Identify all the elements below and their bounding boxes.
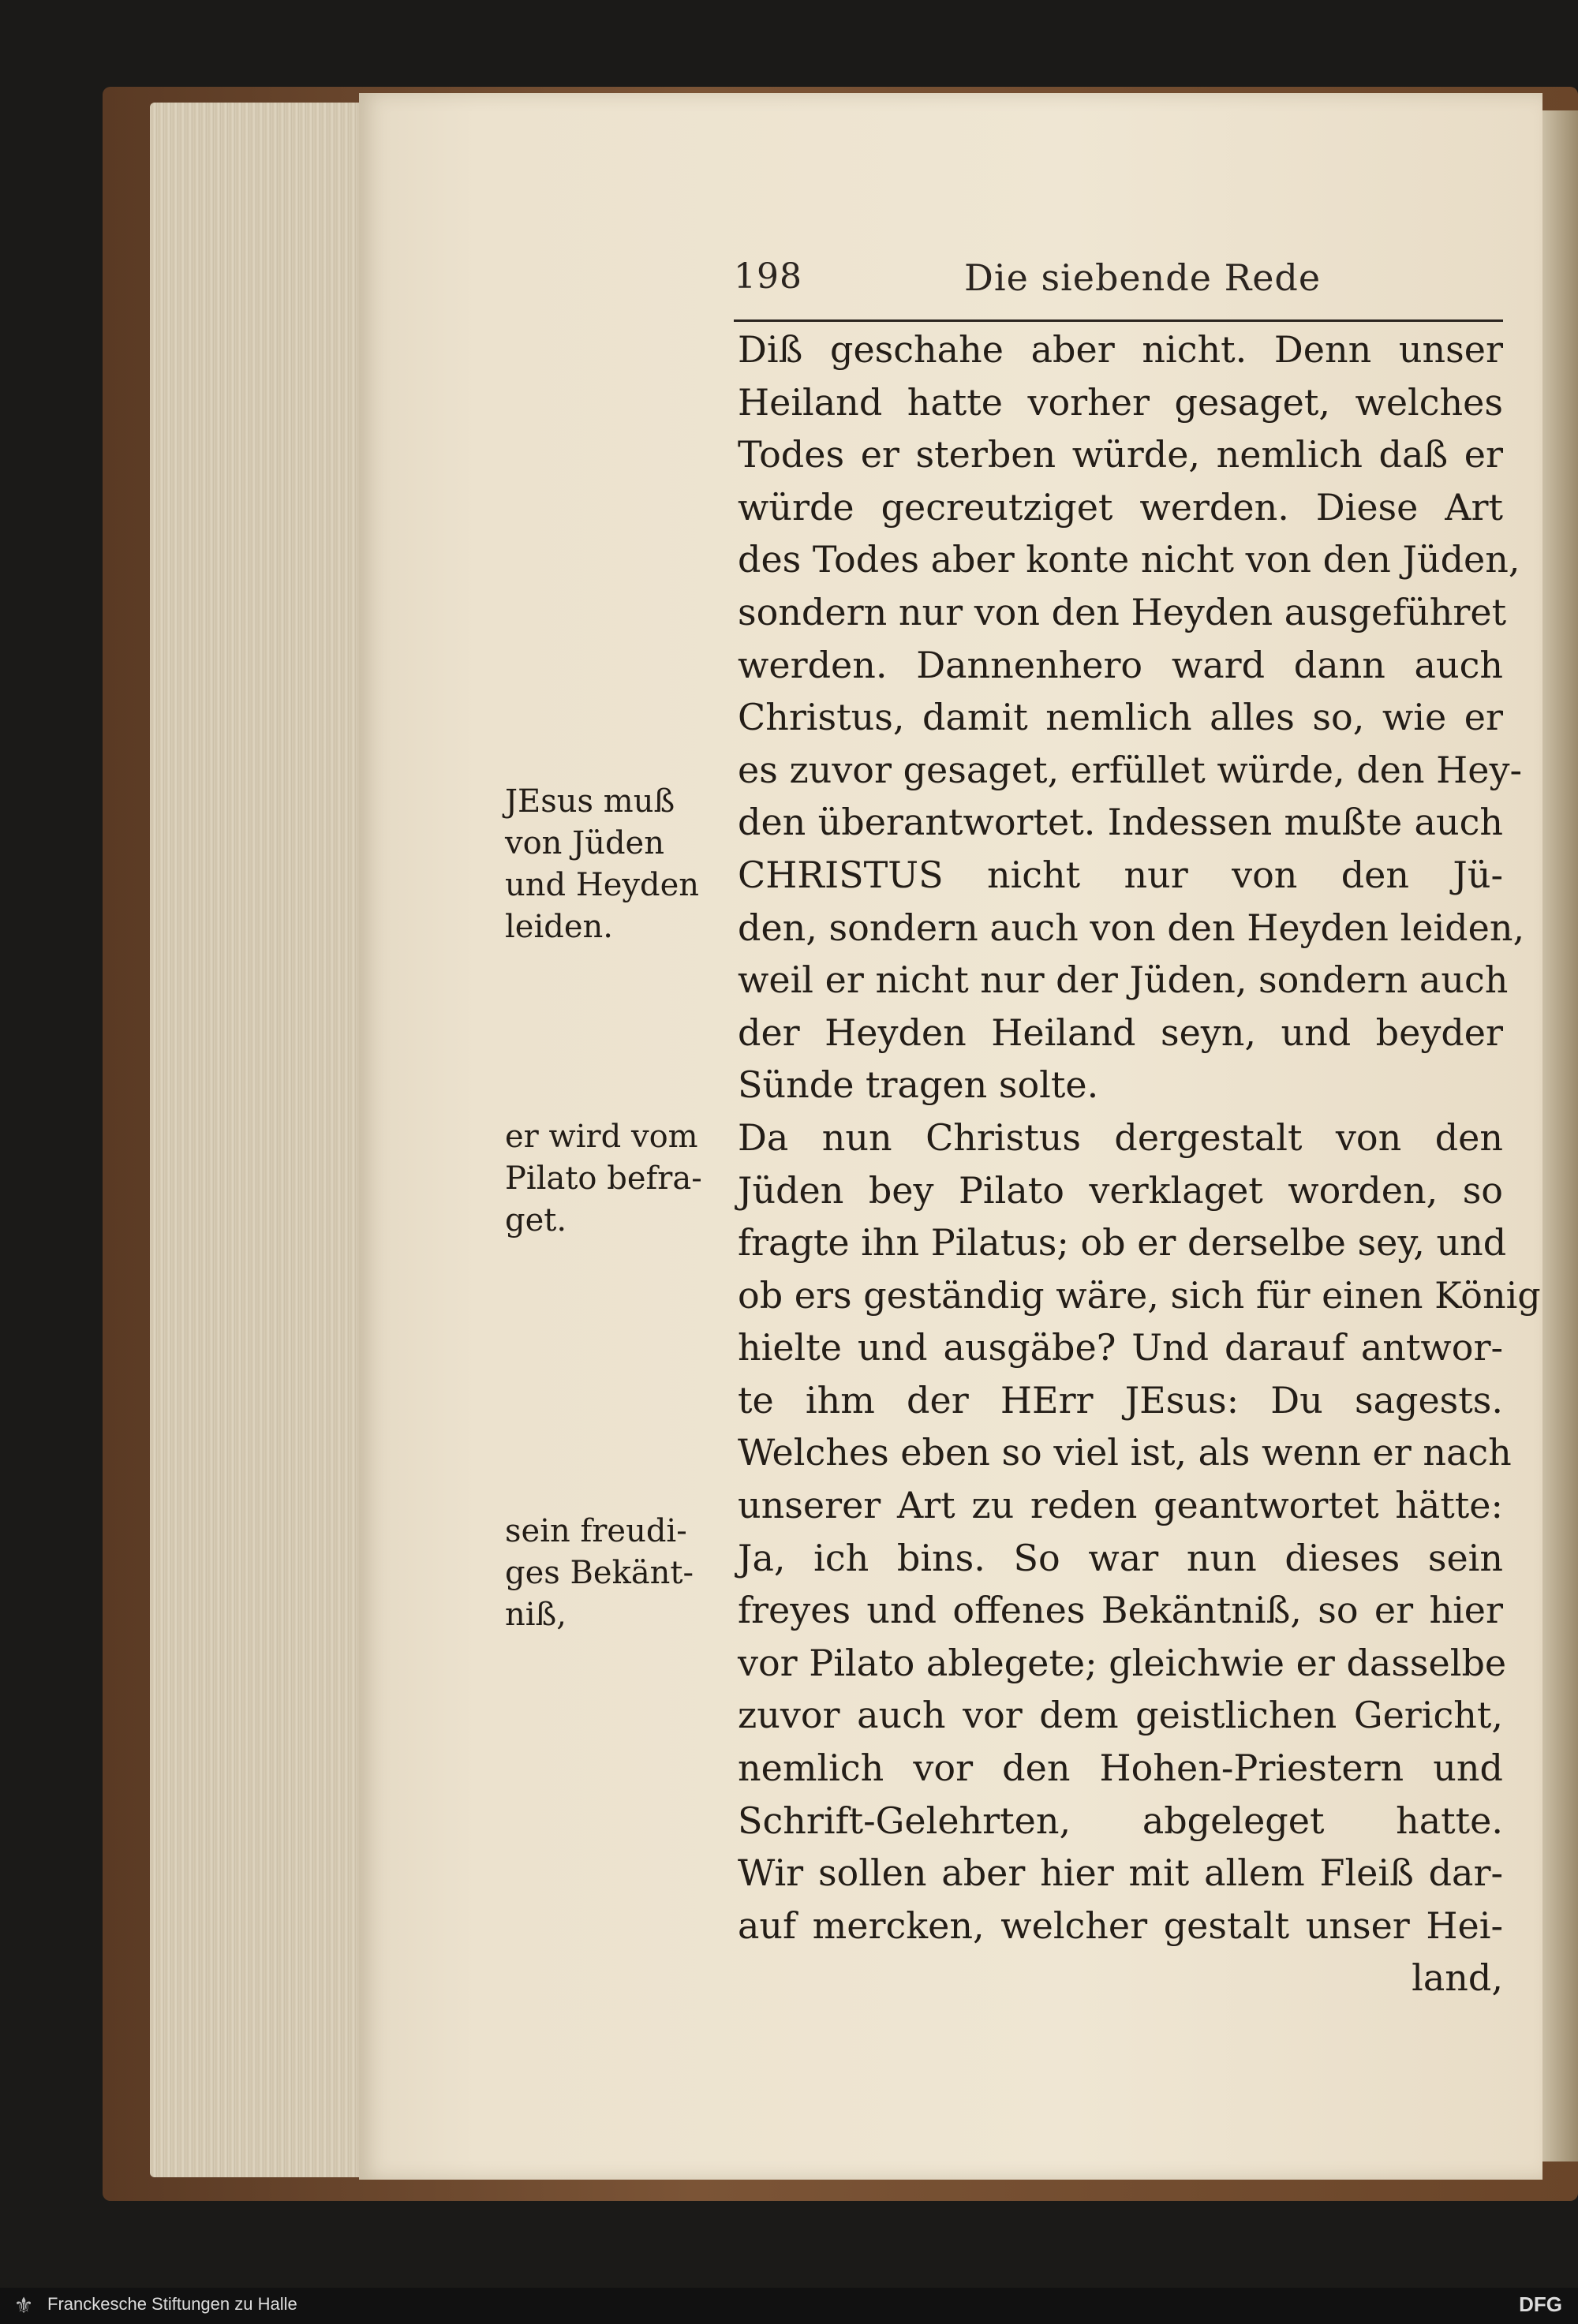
marginal-note [505, 1116, 726, 1242]
marginal-line: und Heyden [505, 867, 700, 903]
text-line: Schrift-Gelehrten, abgeleget hatte. [738, 1799, 1503, 1842]
page-number: 198 [734, 256, 802, 297]
text-line: zuvor auch vor dem geistlichen Gericht, [738, 1694, 1503, 1737]
marginal-line: von Jüden [505, 825, 664, 861]
text-line: würde gecreutziget werden. Diese Art [738, 485, 1503, 529]
marginal-line: leiden. [505, 909, 614, 945]
page-header [734, 256, 1503, 322]
text-line: der Heyden Heiland seyn, und beyder [738, 1011, 1503, 1054]
text-line: unserer Art zu reden geantwortet hätte: [738, 1484, 1503, 1527]
text-line: vor Pilato ablegete; gleichwie er dasselbe [738, 1641, 1507, 1684]
text-line: sondern nur von den Heyden ausgeführet [738, 590, 1507, 633]
text-line: freyes und offenes Bekäntniß, so er hier [738, 1589, 1503, 1632]
text-line: auf mercken, welcher gestalt unser Hei- [738, 1904, 1503, 1947]
dfg-mark: DFG [1519, 2292, 1562, 2316]
marginal-line: niß, [505, 1597, 567, 1633]
marginal-line: Pilato befra- [505, 1160, 702, 1197]
text-line: nemlich vor den Hohen-Priestern und [738, 1747, 1503, 1790]
text-line: Jüden bey Pilato verklaget worden, so [738, 1168, 1503, 1212]
text-line: Christus, damit nemlich alles so, wie er [738, 696, 1503, 739]
francke-seal-icon: ⚜ [13, 2293, 34, 2318]
body-text [738, 323, 1541, 2005]
text-line: werden. Dannenhero ward dann auch [738, 643, 1503, 686]
text-line: Heiland hatte vorher gesaget, welches [738, 380, 1503, 424]
catchword: land, [1412, 1956, 1503, 2000]
text-line: fragte ihn Pilatus; ob er derselbe sey, und [738, 1221, 1507, 1265]
marginal-line: sein freudi- [505, 1513, 687, 1549]
text-line: te ihm der HErr JEsus: Du sagests. [738, 1378, 1503, 1422]
text-line: Wir sollen aber hier mit allem Fleiß dar- [738, 1851, 1503, 1895]
text-line: den überantwortet. Indessen mußte auch [738, 801, 1503, 844]
marginal-line: er wird vom [505, 1119, 698, 1155]
institution-name: Franckesche Stiftungen zu Halle [47, 2294, 297, 2314]
text-line: den, sondern auch von den Heyden leiden, [738, 906, 1525, 949]
text-line: hielte und ausgäbe? Und darauf antwor- [738, 1326, 1503, 1369]
page-right-edge [1542, 110, 1578, 2161]
text-line: weil er nicht nur der Jüden, sondern auch [738, 958, 1509, 1002]
marginal-note [505, 781, 726, 948]
page-edges [150, 103, 371, 2177]
text-line: ob ers geständig wäre, sich für einen König [738, 1273, 1541, 1317]
marginal-note [505, 1511, 726, 1636]
marginal-line: JEsus muß [505, 783, 675, 820]
text-line: CHRISTUS nicht nur von den Jü- [738, 853, 1503, 896]
text-line: des Todes aber konte nicht von den Jüden, [738, 538, 1520, 581]
text-line: Da nun Christus dergestalt von den [738, 1115, 1503, 1159]
text-line: Diß geschahe aber nicht. Denn unser [738, 328, 1503, 371]
text-line: Ja, ich bins. So war nun dieses sein [738, 1536, 1503, 1579]
text-line: es zuvor gesaget, erfüllet würde, den Hey- [738, 748, 1523, 791]
marginal-line: get. [505, 1202, 567, 1239]
text-line: Todes er sterben würde, nemlich daß er [738, 433, 1503, 476]
marginal-line: ges Bekänt- [505, 1555, 694, 1591]
running-title: Die siebende Rede [964, 256, 1322, 299]
text-line: Welches eben so viel ist, als wenn er nach [738, 1431, 1512, 1474]
text-line: Sünde tragen solte. [738, 1063, 1099, 1107]
footer-bar [0, 2288, 1578, 2324]
